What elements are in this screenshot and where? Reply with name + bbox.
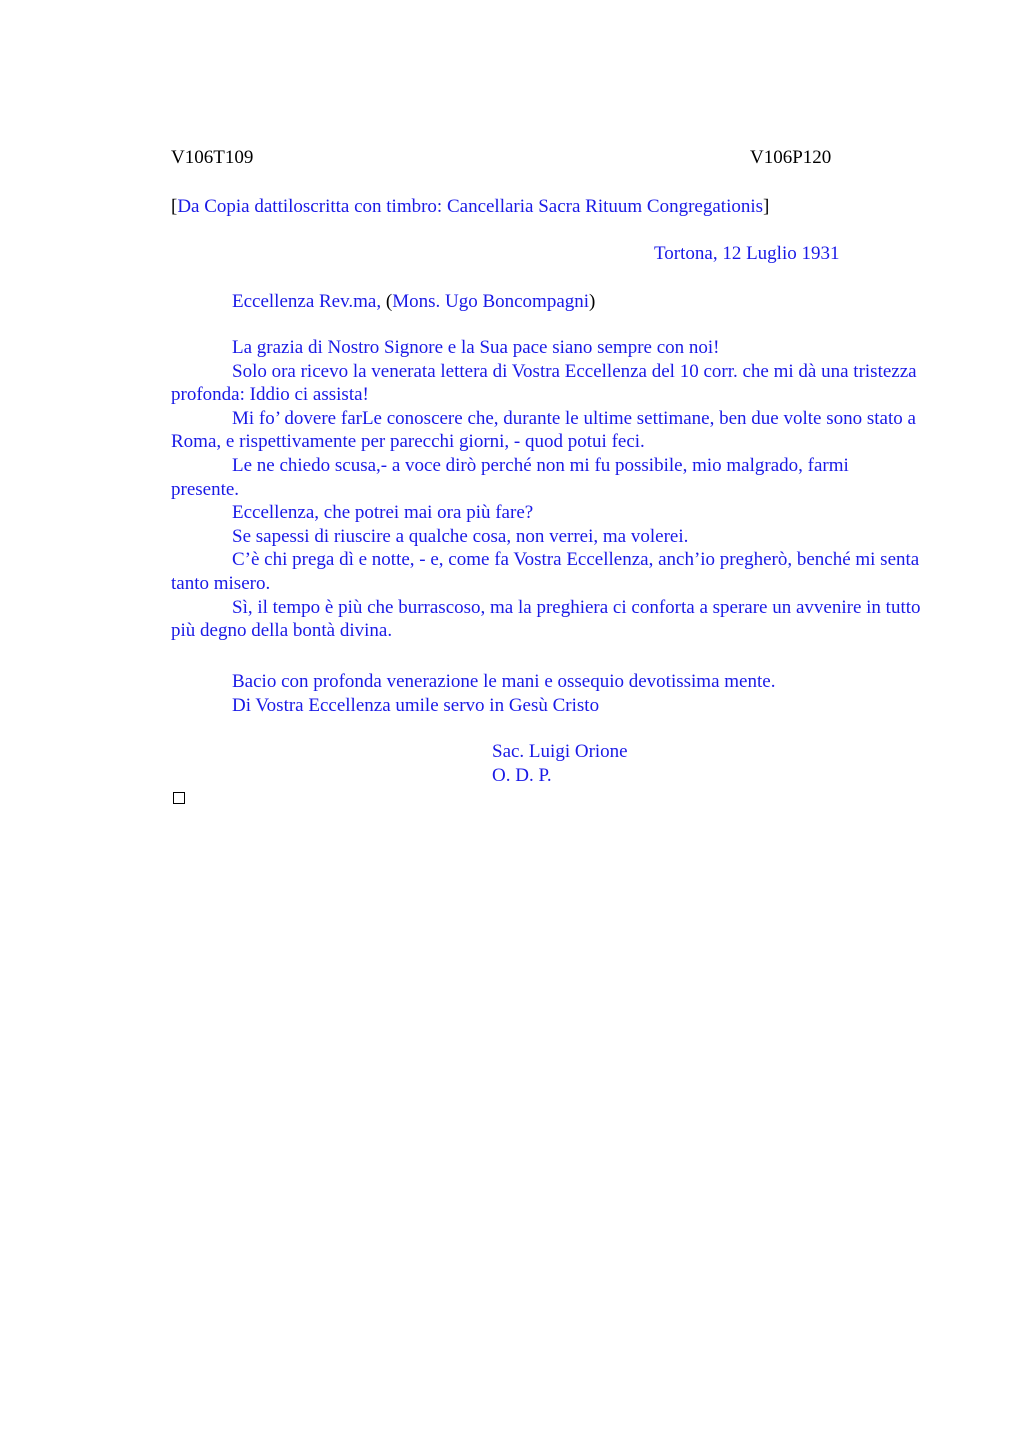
source-note-close-bracket: ] (763, 196, 770, 217)
left-code: V106T109 (171, 147, 254, 168)
closing-line: Bacio con profonda venerazione le mani e ossequio devotissima mente. (232, 671, 776, 692)
salutation-open-paren: ( (385, 291, 393, 312)
signature (492, 740, 628, 787)
paragraph: Le ne chiedo scusa,- a voce dirò perché non mi fu possibile, mio malgrado, farmi presente. (171, 454, 849, 500)
salutation-recipient: Mons. Ugo Boncompagni (392, 291, 590, 312)
salutation-close-paren: ) (589, 291, 596, 312)
dateline: Tortona, 12 Luglio 1931 (654, 243, 840, 264)
right-code: V106P120 (750, 147, 832, 168)
letter-body (171, 336, 921, 643)
closing-line: Di Vostra Eccellenza umile servo in Gesù Cristo (232, 694, 600, 716)
paragraph: Se sapessi di riuscire a qualche cosa, non verrei, ma volerei. (232, 525, 689, 547)
paragraph: Solo ora ricevo la venerata lettera di Vostra Eccellenza del 10 corr. che mi dà una tristezza profonda: Iddio ci assista! (171, 360, 917, 406)
paragraph: Eccellenza, che potrei mai ora più fare? (232, 502, 534, 524)
salutation-greeting: Eccellenza Rev.ma, (232, 291, 386, 312)
signature-title: O. D. P. (492, 764, 552, 786)
signature-name: Sac. Luigi Orione (492, 741, 628, 762)
source-note-text: Da Copia dattiloscritta con timbro: Cancellaria Sacra Rituum Congregationis (177, 196, 764, 217)
paragraph: Mi fo’ dovere farLe conoscere che, durante le ultime settimane, ben due volte sono stato a Roma, e rispettivamente per parecchi giorni, - quod potui feci. (171, 407, 916, 453)
paragraph: Sì, il tempo è più che burrascoso, ma la preghiera ci conforta a sperare un avvenire in tutto più degno della bontà divina. (171, 596, 921, 642)
paragraph: La grazia di Nostro Signore e la Sua pace siano sempre con noi! (232, 337, 720, 358)
paragraph: C’è chi prega dì e notte, - e, come fa Vostra Eccellenza, anch’io pregherò, benché mi senta tanto misero. (171, 549, 920, 594)
closing (232, 670, 775, 717)
source-note-open-bracket: [ (171, 196, 178, 217)
checkbox-square-icon (173, 792, 185, 804)
source-note (171, 195, 769, 219)
salutation (232, 290, 595, 314)
